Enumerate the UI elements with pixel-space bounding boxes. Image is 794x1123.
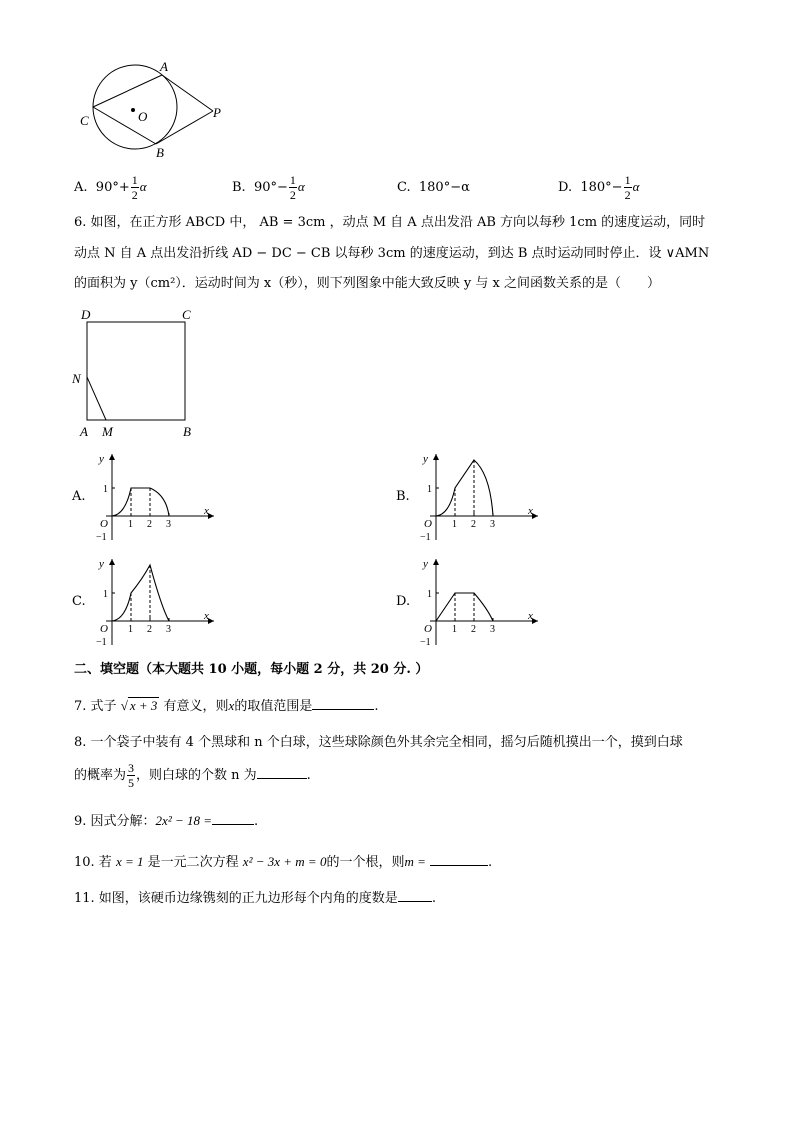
y-axis-arrow-icon <box>433 454 439 460</box>
origin-label: O <box>424 518 432 530</box>
section-heading: 二、填空题（本大题共 10 小题，每小题 2 分，共 20 分. ） <box>74 662 429 677</box>
neg-one-label: −1 <box>96 637 107 648</box>
x-tick-label-2: 2 <box>471 624 476 635</box>
origin-label: O <box>424 623 432 635</box>
q6-line-3: 的面积为 y（cm²）．运动时间为 x（秒），则下列图象中能大致反映 y 与 x 之间函数关系的是（ ） <box>74 276 660 291</box>
x-axis-arrow-icon <box>532 513 538 519</box>
graph-b <box>414 450 544 545</box>
fraction: $\frac{1}{2}$ <box>131 173 138 202</box>
x-tick-label-1: 1 <box>452 624 457 635</box>
q5-option-a[interactable]: A. 90°+ $\frac{1}{2}$ α <box>74 173 147 202</box>
label-b: B <box>156 145 164 160</box>
fraction: $\frac{1}{2}$ <box>624 173 631 202</box>
y-axis-label: y <box>99 453 104 465</box>
answer-blank[interactable] <box>212 812 254 825</box>
q10: 10. 若 x = 1 是一元二次方程 x² − 3x + m = 0的一个根，则m = . <box>74 854 493 870</box>
sqrt-expression: √ x + 3 <box>120 698 158 713</box>
q7: 7. 式子 √ x + 3 有意义，则x的取值范围是 . <box>74 698 379 714</box>
q6-option-c[interactable]: C. y x O −1 1 1 2 3 <box>72 555 222 650</box>
label-o: O <box>138 109 148 124</box>
circle-o <box>93 65 177 149</box>
answer-blank[interactable] <box>312 697 374 710</box>
y-axis-label: y <box>423 558 428 570</box>
x-tick-label-2: 2 <box>147 624 152 635</box>
y-one-label: 1 <box>103 484 108 495</box>
y-axis-label: y <box>423 453 428 465</box>
y-axis-arrow-icon <box>433 559 439 565</box>
y-one-label: 1 <box>103 589 108 600</box>
x-axis-arrow-icon <box>208 618 214 624</box>
q8-line-1: 8. 一个袋子中装有 4 个黑球和 n 个白球，这些球除颜色外其余完全相同，摇匀后随机摸出一个，摸到白球 <box>74 735 683 750</box>
label-a: A <box>80 424 88 439</box>
label-c: C <box>80 113 89 128</box>
x-axis-label: x <box>528 610 533 622</box>
graph-d <box>414 555 544 650</box>
square-abcd <box>87 322 185 420</box>
answer-blank[interactable] <box>430 853 488 866</box>
answer-blank[interactable] <box>398 889 432 902</box>
square-figure <box>70 305 210 440</box>
x-tick-label-1: 1 <box>452 519 457 530</box>
y-axis-label: y <box>99 558 104 570</box>
x-axis-label: x <box>204 505 209 517</box>
label-p: P <box>213 105 221 120</box>
tangent-pa <box>162 75 213 111</box>
label-a: A <box>160 59 168 74</box>
q5-option-c[interactable]: C. 180°−α <box>397 180 470 195</box>
y-axis-arrow-icon <box>109 559 115 565</box>
neg-one-label: −1 <box>420 637 431 648</box>
y-one-label: 1 <box>427 589 432 600</box>
x-tick-label-3: 3 <box>166 624 171 635</box>
neg-one-label: −1 <box>96 532 107 543</box>
answer-blank[interactable] <box>257 766 307 779</box>
center-dot <box>131 108 135 112</box>
x-tick-label-3: 3 <box>166 519 171 530</box>
x-tick-label-3: 3 <box>490 519 495 530</box>
x-axis-label: x <box>528 505 533 517</box>
origin-label: O <box>100 623 108 635</box>
q6-line-2: 动点 N 自 A 点出发沿折线 AD − DC − CB 以每秒 3cm 的速度运动，到达 B 点时运动同时停止．设 ∨AMN <box>74 246 710 261</box>
x-tick-label-1: 1 <box>128 519 133 530</box>
function-curve <box>112 565 169 621</box>
function-curve <box>112 488 169 516</box>
y-one-label: 1 <box>427 484 432 495</box>
x-tick-label-2: 2 <box>471 519 476 530</box>
neg-one-label: −1 <box>420 532 431 543</box>
label-d: D <box>81 307 91 322</box>
graph-a <box>90 450 220 545</box>
x-axis-label: x <box>204 610 209 622</box>
q6-option-d[interactable]: D. y x O −1 1 1 2 3 <box>396 555 546 650</box>
fraction: $\frac{1}{2}$ <box>289 173 296 202</box>
function-curve <box>436 460 493 516</box>
q5-option-b[interactable]: B. 90°− $\frac{1}{2}$ α <box>232 173 305 202</box>
label-m: M <box>102 424 113 439</box>
x-tick-label-1: 1 <box>128 624 133 635</box>
circle-tangent-figure <box>70 55 240 165</box>
segment-nm <box>87 377 106 420</box>
q5-option-d[interactable]: D. 180°− $\frac{1}{2}$ α <box>558 173 640 202</box>
origin-label: O <box>100 518 108 530</box>
fraction: $\frac{3}{5}$ <box>128 761 135 790</box>
q9: 9. 因式分解：2x² − 18 = . <box>74 813 259 829</box>
label-c: C <box>182 307 191 322</box>
function-curve <box>436 593 493 621</box>
y-axis-arrow-icon <box>109 454 115 460</box>
x-axis-arrow-icon <box>532 618 538 624</box>
q11: 11. 如图，该硬币边缘镌刻的正九边形每个内角的度数是 . <box>74 891 436 906</box>
tangent-pb <box>156 111 213 144</box>
x-tick-label-2: 2 <box>147 519 152 530</box>
graph-c <box>90 555 220 650</box>
x-axis-arrow-icon <box>208 513 214 519</box>
q6-line-1: 6. 如图，在正方形 ABCD 中， AB = 3cm ，动点 M 自 A 点出发沿 AB 方向以每秒 1cm 的速度运动，同时 <box>74 215 706 230</box>
label-n: N <box>72 371 81 386</box>
q6-option-a[interactable]: A. y x O −1 1 1 2 3 <box>72 450 222 545</box>
q8-line-2: 的概率为 $\frac{3}{5}$ ，则白球的个数 n 为 . <box>74 761 311 790</box>
q6-option-b[interactable]: B. y x O −1 1 1 2 3 <box>396 450 546 545</box>
label-b: B <box>183 424 191 439</box>
x-tick-label-3: 3 <box>490 624 495 635</box>
